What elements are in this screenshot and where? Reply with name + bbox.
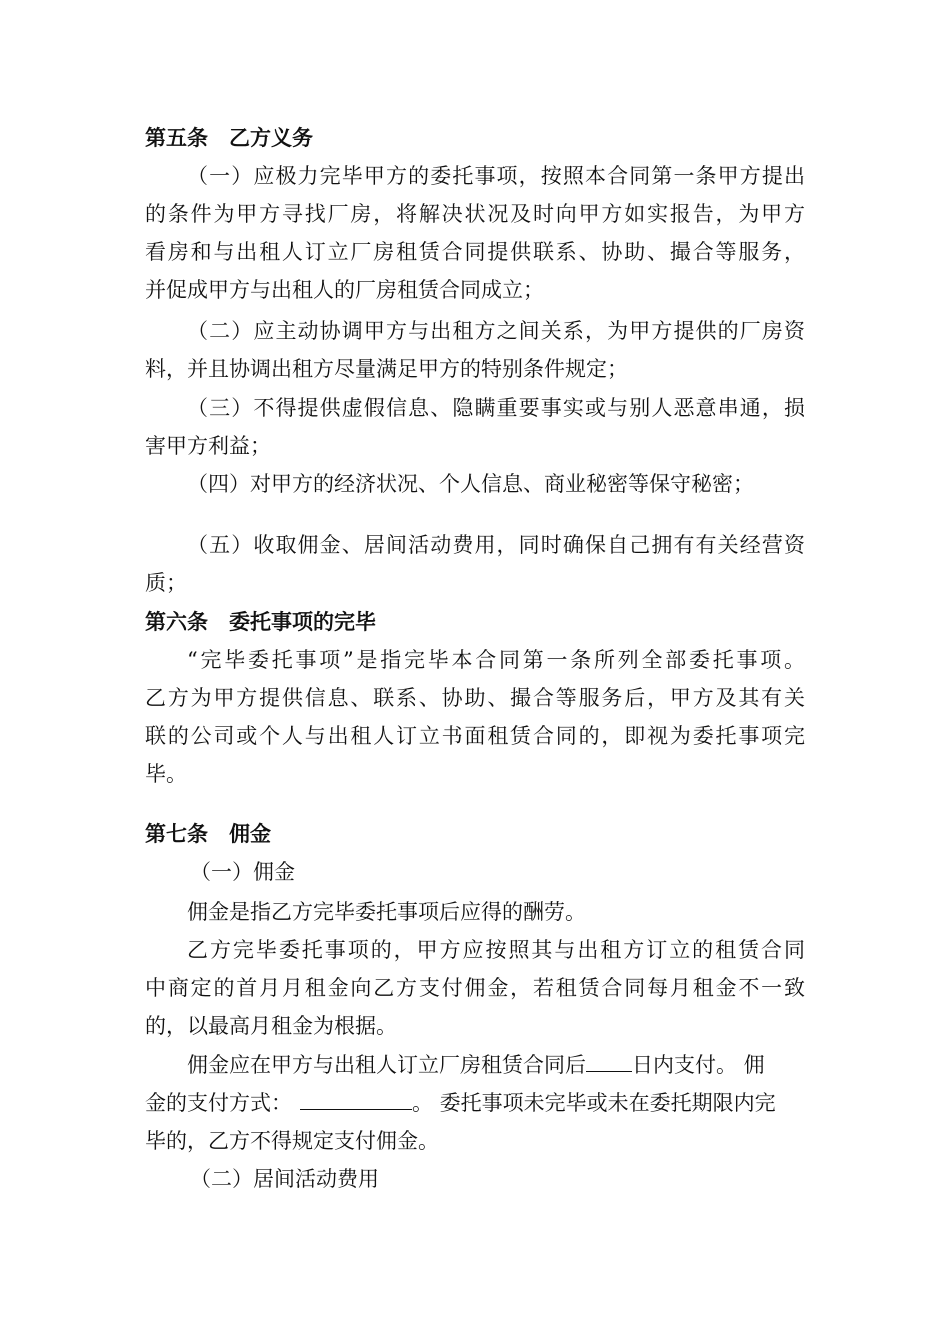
art6-p1-line3: 联的公司或个人与出租人订立书面租赁合同的，即视为委托事项完	[145, 724, 805, 748]
art5-p1-line3: 看房和与出租人订立厂房租赁合同提供联系、协助、撮合等服务，	[145, 240, 805, 264]
art5-p2-line1: （二）应主动协调甲方与出租方之间关系，为甲方提供的厂房资	[187, 319, 805, 343]
art7-p3-text-c: 金的支付方式：	[145, 1091, 292, 1115]
art7-p3-text-a: 佣金应在甲方与出租人订立厂房租赁合同后	[187, 1053, 586, 1077]
art7-p3-line1	[187, 1051, 805, 1079]
art7-p3-text-b: 日内支付。 佣	[632, 1053, 765, 1077]
days-blank	[586, 1051, 632, 1072]
art7-sub2: （二）居间活动费用	[190, 1167, 379, 1191]
art5-p1-line4: 并促成甲方与出租人的厂房租赁合同成立；	[145, 278, 544, 302]
art7-p3-text-d: 。 委托事项未完毕或未在委托期限内完	[412, 1091, 776, 1115]
art5-p2-line2: 料，并且协调出租方尽量满足甲方的特别条件规定；	[145, 357, 628, 381]
article-5-heading: 第五条 乙方义务	[145, 126, 313, 150]
art7-p2-line2: 中商定的首月月租金向乙方支付佣金，若租赁合同每月租金不一致	[145, 976, 805, 1000]
art5-p3-line1: （三）不得提供虚假信息、隐瞒重要事实或与别人恶意串通，损	[187, 396, 805, 420]
art5-p5-line2: 质；	[145, 571, 187, 595]
art7-p3-line3: 毕的，乙方不得规定支付佣金。	[145, 1129, 439, 1153]
art7-p3-line2	[145, 1089, 805, 1117]
art5-p1-line1: （一）应极力完毕甲方的委托事项，按照本合同第一条甲方提出	[187, 164, 805, 188]
art5-p5-line1: （五）收取佣金、居间活动费用，同时确保自己拥有有关经营资	[187, 533, 805, 557]
article-6-heading: 第六条 委托事项的完毕	[145, 610, 376, 634]
payment-method-blank	[300, 1089, 412, 1110]
art6-p1-line4: 毕。	[145, 762, 187, 786]
art5-p3-line2: 害甲方利益；	[145, 434, 271, 458]
art7-p2-line1: 乙方完毕委托事项的，甲方应按照其与出租方订立的租赁合同	[187, 938, 805, 962]
article-7-heading: 第七条 佣金	[145, 822, 271, 846]
art6-p1-line2: 乙方为甲方提供信息、联系、协助、撮合等服务后，甲方及其有关	[145, 686, 805, 710]
art7-p1: 佣金是指乙方完毕委托事项后应得的酬劳。	[187, 900, 586, 924]
art7-p2-line3: 的，以最高月租金为根据。	[145, 1014, 397, 1038]
art5-p4-line1: （四）对甲方的经济状况、个人信息、商业秘密等保守秘密；	[187, 472, 754, 496]
art7-sub1: （一）佣金	[190, 860, 295, 884]
art5-p1-line2: 的条件为甲方寻找厂房，将解决状况及时向甲方如实报告，为甲方	[145, 202, 805, 226]
art6-p1-line1: “完毕委托事项”是指完毕本合同第一条所列全部委托事项。	[187, 648, 805, 672]
